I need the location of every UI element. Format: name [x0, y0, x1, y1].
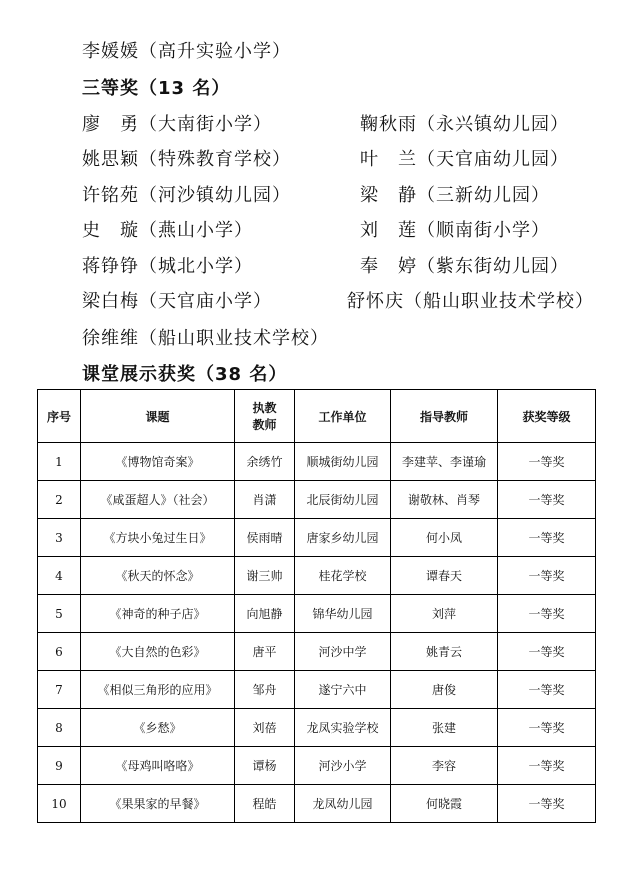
cell-level: 一等奖 [498, 519, 596, 557]
cell-teacher: 谭杨 [235, 747, 295, 785]
col-header-topic: 课题 [81, 390, 235, 443]
cell-teacher: 谢三帅 [235, 557, 295, 595]
cell-teacher: 向旭静 [235, 595, 295, 633]
award-entry-right: 叶 兰（天官庙幼儿园） [360, 149, 569, 170]
col-header-level: 获奖等级 [498, 390, 596, 443]
award-entry-right: 刘 莲（顺南街小学） [360, 220, 550, 241]
cell-unit: 唐家乡幼儿园 [295, 519, 391, 557]
cell-no: 9 [38, 747, 81, 785]
col-header-unit: 工作单位 [295, 390, 391, 443]
cell-topic: 《相似三角形的应用》 [81, 671, 235, 709]
cell-level: 一等奖 [498, 595, 596, 633]
cell-unit: 龙凤幼儿园 [295, 785, 391, 823]
cell-unit: 锦华幼儿园 [295, 595, 391, 633]
award-entry-left: 史 璇（燕山小学） [82, 220, 253, 241]
cell-topic: 《方块小兔过生日》 [81, 519, 235, 557]
cell-no: 8 [38, 709, 81, 747]
table-row [38, 785, 596, 823]
cell-unit: 河沙小学 [295, 747, 391, 785]
cell-topic: 《博物馆奇案》 [81, 443, 235, 481]
table-row [38, 747, 596, 785]
cell-level: 一等奖 [498, 633, 596, 671]
award-entry-left: 蒋铮铮（城北小学） [82, 256, 253, 277]
cell-no: 7 [38, 671, 81, 709]
cell-level: 一等奖 [498, 443, 596, 481]
cell-unit: 河沙中学 [295, 633, 391, 671]
table-row [38, 557, 596, 595]
award-entry-left: 姚思颖（特殊教育学校） [82, 149, 291, 170]
award-entry-right: 梁 静（三新幼儿园） [360, 185, 550, 206]
cell-mentor: 唐俊 [391, 671, 498, 709]
cell-topic: 《母鸡叫咯咯》 [81, 747, 235, 785]
cell-topic: 《大自然的色彩》 [81, 633, 235, 671]
cell-unit: 遂宁六中 [295, 671, 391, 709]
cell-no: 5 [38, 595, 81, 633]
award-entry-left: 梁白梅（天官庙小学） [82, 291, 272, 312]
award-entry-right: 奉 婷（紫东街幼儿园） [360, 256, 569, 277]
table-row [38, 595, 596, 633]
col-header-teacher [235, 390, 295, 443]
award-table [37, 389, 596, 823]
cell-mentor: 李建苹、李谨瑜 [391, 443, 498, 481]
cell-no: 10 [38, 785, 81, 823]
cell-topic: 《神奇的种子店》 [81, 595, 235, 633]
cell-topic: 《乡愁》 [81, 709, 235, 747]
table-row [38, 443, 596, 481]
cell-teacher: 余绣竹 [235, 443, 295, 481]
cell-mentor: 何小凤 [391, 519, 498, 557]
cell-teacher: 刘蓓 [235, 709, 295, 747]
cell-topic: 《咸蛋超人》（社会） [81, 481, 235, 519]
cell-mentor: 谢敬林、肖琴 [391, 481, 498, 519]
cell-mentor: 姚青云 [391, 633, 498, 671]
award-entry: 李媛媛（高升实验小学） [82, 41, 291, 62]
cell-unit: 北辰街幼儿园 [295, 481, 391, 519]
cell-mentor: 刘萍 [391, 595, 498, 633]
cell-mentor: 李容 [391, 747, 498, 785]
table-row [38, 671, 596, 709]
cell-no: 3 [38, 519, 81, 557]
award-entry-left: 许铭苑（河沙镇幼儿园） [82, 185, 291, 206]
cell-mentor: 何晓霞 [391, 785, 498, 823]
table-row [38, 481, 596, 519]
cell-no: 2 [38, 481, 81, 519]
cell-teacher: 程皓 [235, 785, 295, 823]
col-header-teacher-line2: 教师 [252, 418, 277, 432]
cell-teacher: 邹舟 [235, 671, 295, 709]
cell-level: 一等奖 [498, 557, 596, 595]
cell-level: 一等奖 [498, 709, 596, 747]
cell-level: 一等奖 [498, 671, 596, 709]
cell-no: 4 [38, 557, 81, 595]
table-row [38, 519, 596, 557]
col-header-no: 序号 [38, 390, 81, 443]
cell-topic: 《果果家的早餐》 [81, 785, 235, 823]
cell-teacher: 唐平 [235, 633, 295, 671]
cell-level: 一等奖 [498, 785, 596, 823]
cell-topic: 《秋天的怀念》 [81, 557, 235, 595]
third-prize-heading: 三等奖（13 名） [82, 78, 231, 99]
cell-teacher: 侯雨晴 [235, 519, 295, 557]
cell-teacher: 肖潇 [235, 481, 295, 519]
cell-level: 一等奖 [498, 747, 596, 785]
table-row [38, 709, 596, 747]
cell-level: 一等奖 [498, 481, 596, 519]
cell-mentor: 张建 [391, 709, 498, 747]
cell-unit: 顺城街幼儿园 [295, 443, 391, 481]
cell-unit: 龙凤实验学校 [295, 709, 391, 747]
col-header-mentor: 指导教师 [391, 390, 498, 443]
classroom-heading: 课堂展示获奖（38 名） [82, 364, 288, 385]
col-header-teacher-line1: 执教 [252, 401, 277, 415]
award-entry-left: 徐维维（船山职业技术学校） [82, 328, 329, 349]
cell-no: 6 [38, 633, 81, 671]
award-entry-right: 鞠秋雨（永兴镇幼儿园） [360, 114, 569, 135]
award-entry-left: 廖 勇（大南街小学） [82, 114, 272, 135]
award-entry-right: 舒怀庆（船山职业技术学校） [347, 291, 594, 312]
table-row [38, 633, 596, 671]
cell-unit: 桂花学校 [295, 557, 391, 595]
table-header-row [38, 390, 596, 443]
cell-no: 1 [38, 443, 81, 481]
cell-mentor: 谭春天 [391, 557, 498, 595]
